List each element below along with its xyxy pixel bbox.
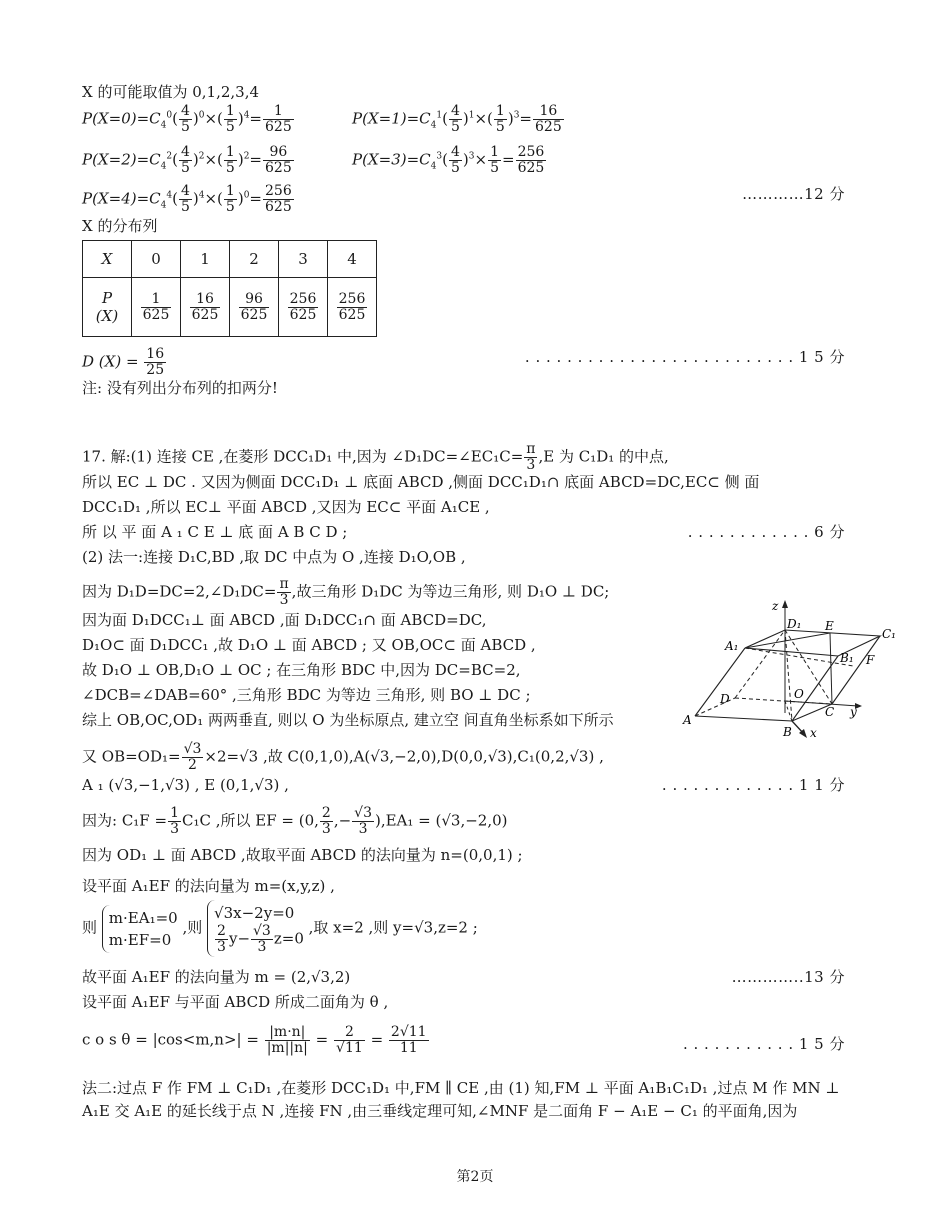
score-15: . . . . . . . . . . . . . . . . . . . . . . . . . . 1 5 分	[524, 348, 845, 366]
p17-line6: 因为 D₁D=DC=2,∠D₁DC= $\frac{\pi}{3}$ ,故三角形 D₁DC 为等边三角形, 则 D₁O ⊥ DC;	[82, 576, 610, 608]
label-a: A	[683, 713, 692, 727]
p-x1-formula: $P(X=1)=C_4^1$( $\frac{4}{5}$ )$^1$×( $\frac{1}{5}$ )$^3$= $\frac{16}{625}$	[352, 103, 562, 135]
label-y: y	[850, 705, 857, 719]
p17-line15: 因为 OD₁ ⊥ 面 ABCD ,故取平面 ABCD 的法向量为 n=(0,0,1) ;	[82, 846, 523, 864]
p17-line4: 所 以 平 面 A ₁ C E ⊥ 底 面 A B C D ;	[82, 523, 348, 541]
label-a1: A₁	[725, 639, 739, 653]
distribution-title: X 的分布列	[82, 217, 158, 235]
p17-line22: A₁E 交 A₁E 的延长线于点 N ,连接 FN ,由三垂线定理可知,∠MNF 是二面角 F − A₁E − C₁ 的平面角,因为	[82, 1102, 798, 1120]
label-x: x	[810, 726, 817, 740]
p17-line7: 因为面 D₁DCC₁⊥ 面 ABCD ,面 D₁DCC₁∩ 面 ABCD=DC,	[82, 611, 487, 629]
score-13: …………..13 分	[731, 968, 845, 986]
p17-line17: 则 m·EA₁=0 m·EF=0 ,则 √3x−2y=0 $\frac{2}{3}$ y− $\frac{√3}{3}$ z=0 ,取 x=2 ,则 y=√3,z=2 ;	[82, 900, 478, 957]
p17-line1: 17. 解:(1) 连接 CE ,在菱形 DCC₁D₁ 中,因为 ∠D₁DC=∠EC₁C= $\frac{\pi}{3}$ ,E 为 C₁D₁ 的中点,	[82, 441, 669, 473]
p-x3-formula: $P(X=3)=C_4^3$( $\frac{4}{5}$ )$^3$× $\frac{1}{5}$ = $\frac{256}{625}$	[352, 144, 545, 176]
top-face	[745, 630, 880, 656]
p17-line2: 所以 EC ⊥ DC . 又因为侧面 DCC₁D₁ ⊥ 底面 ABCD ,侧面 DCC₁D₁∩ 底面 ABCD=DC,EC⊂ 侧 面	[82, 473, 760, 491]
label-z: z	[772, 599, 779, 613]
p17-line5: (2) 法一:连接 D₁C,BD ,取 DC 中点为 O ,连接 D₁O,OB ,	[82, 548, 466, 566]
p17-line21: 法二:过点 F 作 FM ⊥ C₁D₁ ,在菱形 DCC₁D₁ 中,FM ∥ CE ,由 (1) 知,FM ⊥ 平面 A₁B₁C₁D₁ ,过点 M 作 MN ⊥	[82, 1079, 840, 1097]
label-c: C	[825, 705, 835, 719]
p-x2-formula: $P(X=2)=C_4^2$( $\frac{4}{5}$ )$^2$×( $\frac{1}{5}$ )$^2$= $\frac{96}{625}$	[82, 144, 292, 176]
equation-system-1: m·EA₁=0 m·EF=0	[102, 905, 178, 953]
label-c1: C₁	[882, 627, 896, 641]
label-b: B	[783, 725, 792, 739]
label-d: D	[720, 692, 730, 706]
score-15b: . . . . . . . . . . . 1 5 分	[682, 1035, 845, 1053]
p-x0-formula: $P(X=0)=C_4^0$( $\frac{4}{5}$ )$^0$×( $\frac{1}{5}$ )$^4$= $\frac{1}{625}$	[82, 103, 292, 135]
p17-line11: 综上 OB,OC,OD₁ 两两垂直, 则以 O 为坐标原点, 建立空 间直角坐标系如下所示	[82, 711, 614, 729]
label-o: O	[794, 687, 804, 701]
p17-line18: 故平面 A₁EF 的法向量为 m = (2,√3,2)	[82, 968, 351, 986]
p17-line20: c o s θ = |cos<m,n>| = $\frac{|m\cdot n|}{|m||n|}$ = $\frac{2}{√11}$ = $\frac{2√11}{11}$	[82, 1024, 427, 1056]
score-6: . . . . . . . . . . . . 6 分	[687, 523, 845, 541]
score-11: . . . . . . . . . . . . . 1 1 分	[661, 776, 845, 794]
p17-line12: 又 OB=OD₁= $\frac{√3}{2}$ ×2=√3 ,故 C(0,1,0),A(√3,−2,0),D(0,0,√3),C₁(0,2,√3) ,	[82, 741, 604, 773]
note-line: 注: 没有列出分布列的扣两分!	[82, 379, 278, 397]
p17-line16: 设平面 A₁EF 的法向量为 m=(x,y,z) ,	[82, 877, 335, 895]
p-x4-formula: $P(X=4)=C_4^4$( $\frac{4}{5}$ )$^4$×( $\frac{1}{5}$ )$^0$= $\frac{256}{625}$	[82, 183, 292, 215]
distribution-table	[82, 240, 377, 337]
table-row: P (X) $\frac{1}{625}$ $\frac{16}{625}$ $\frac{96}{625}$ $\frac{256}{625}$ $\frac{256}{625}$	[83, 278, 377, 337]
p17-line3: DCC₁D₁ ,所以 EC⊥ 平面 ABCD ,又因为 EC⊂ 平面 A₁CE ,	[82, 498, 490, 516]
score-12: …………12 分	[742, 185, 845, 203]
p17-line10: ∠DCB=∠DAB=60° ,三角形 BDC 为等边 三角形, 则 BO ⊥ DC ;	[82, 686, 531, 704]
x-values-line: X 的可能取值为 0,1,2,3,4	[82, 83, 260, 101]
variance-line: D (X) = $\frac{16}{25}$	[82, 346, 165, 378]
label-e: E	[825, 619, 834, 633]
p17-line8: D₁O⊂ 面 D₁DCC₁ ,故 D₁O ⊥ 面 ABCD ; 又 OB,OC⊂ 面 ABCD ,	[82, 636, 536, 654]
page-number: 第2页	[456, 1169, 494, 1185]
label-b1: B₁	[840, 651, 854, 665]
p17-line14: 因为: C₁F = $\frac{1}{3}$ C₁C ,所以 EF = (0, $\frac{2}{3}$ ,− $\frac{√3}{3}$ ),EA₁ = (√3,−2,0)	[82, 805, 508, 837]
p17-line19: 设平面 A₁EF 与平面 ABCD 所成二面角为 θ ,	[82, 993, 389, 1011]
p17-line13: A ₁ (√3,−1,√3) , E (0,1,√3) ,	[82, 776, 289, 794]
p17-line9: 故 D₁O ⊥ OB,D₁O ⊥ OC ; 在三角形 BDC 中,因为 DC=BC=2,	[82, 661, 521, 679]
table-row: X 0 1 2 3 4	[83, 241, 377, 278]
equation-system-2: √3x−2y=0 $\frac{2}{3}$ y− $\frac{√3}{3}$ z=0	[207, 900, 304, 957]
label-f: F	[866, 653, 875, 667]
prism-figure	[680, 598, 910, 743]
label-d1: D₁	[787, 617, 802, 631]
